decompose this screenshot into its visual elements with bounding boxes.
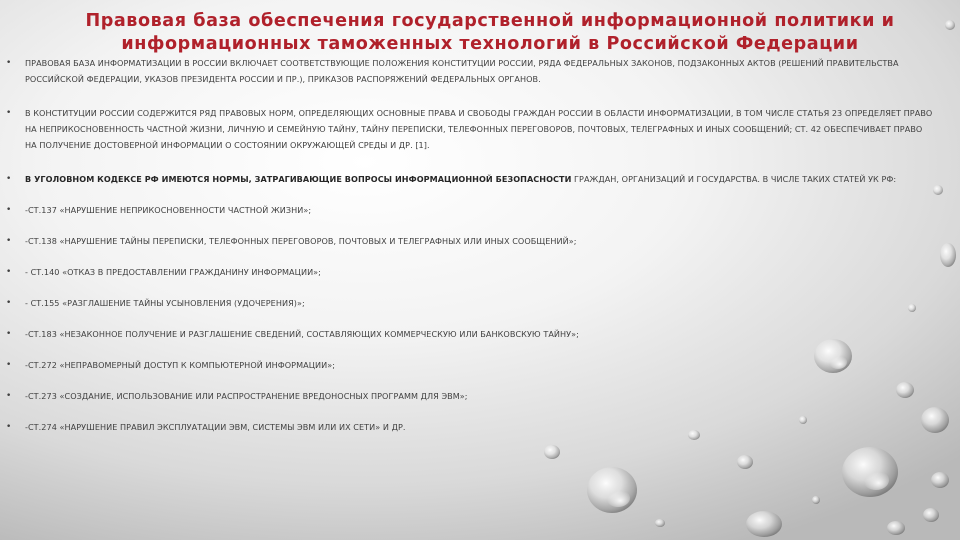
list-item-text: В КОНСТИТУЦИИ РОССИИ СОДЕРЖИТСЯ РЯД ПРАВОВЫХ НОРМ, ОПРЕДЕЛЯЮЩИХ ОСНОВНЫЕ ПРАВА И СВОБОДЫ ГРАЖДАН РОССИИ В ОБЛАСТИ ИНФОРМАТИЗАЦИИ, В ТОМ ЧИСЛЕ СТАТЬЯ 23 ОПРЕДЕЛЯЕТ ПРАВО НА НЕПРИКОСНОВЕННОСТЬ ЧАСТНОЙ ЖИЗНИ, ЛИЧНУЮ И СЕМЕЙНУЮ ТАЙНУ, ТАЙНУ ПЕРЕПИСКИ, ТЕЛЕФОННЫХ ПЕРЕГОВОРОВ, ПОЧТОВЫХ, ТЕЛЕГРАФНЫХ И ИНЫХ СООБЩЕНИЙ; СТ. 42 ОБЕСПЕЧИВАЕТ ПРАВО НА ПОЛУЧЕНИЕ ДОСТОВЕРНОЙ ИНФОРМАЦИИ О СОСТОЯНИИ ОКРУЖАЮЩЕЙ СРЕДЫ И ДР. [1]. — [25, 108, 933, 150]
list-item-text: ГРАЖДАН, ОРГАНИЗАЦИЙ И ГОСУДАРСТВА. В ЧИСЛЕ ТАКИХ СТАТЕЙ УК РФ: — [571, 174, 897, 184]
list-item — [0, 388, 935, 404]
water-drop — [544, 445, 560, 459]
list-item-bold-text: В УГОЛОВНОМ КОДЕКСЕ РФ ИМЕЮТСЯ НОРМЫ, ЗАТРАГИВАЮЩИЕ ВОПРОСЫ ИНФОРМАЦИОННОЙ БЕЗОПАСНОСТИ — [25, 174, 572, 184]
water-drop — [746, 511, 782, 537]
water-drop-highlight — [606, 489, 630, 507]
bullet-list — [0, 55, 935, 435]
list-item-text: -СТ.138 «НАРУШЕНИЕ ТАЙНЫ ПЕРЕПИСКИ, ТЕЛЕФОННЫХ ПЕРЕГОВОРОВ, ПОЧТОВЫХ И ТЕЛЕГРАФНЫХ ИЛИ ИНЫХ СООБЩЕНИЙ»; — [25, 236, 577, 246]
list-item — [0, 419, 935, 435]
bullet-icon: • — [6, 422, 12, 432]
bullet-icon: • — [6, 360, 12, 370]
list-item — [0, 233, 935, 249]
slide-title: Правовая база обеспечения государственной информационной политики и информационных таможенных технологий в Российской Федерации — [85, 11, 895, 54]
water-drop — [931, 472, 949, 488]
list-item — [0, 264, 935, 280]
bullet-icon: • — [6, 108, 12, 118]
water-drop — [940, 243, 956, 267]
list-item — [0, 55, 935, 87]
bullet-icon: • — [6, 391, 12, 401]
list-item-text: -СТ.273 «СОЗДАНИЕ, ИСПОЛЬЗОВАНИЕ ИЛИ РАСПРОСТРАНЕНИЕ ВРЕДОНОСНЫХ ПРОГРАММ ДЛЯ ЭВМ»; — [25, 391, 468, 401]
list-item-text: -СТ.137 «НАРУШЕНИЕ НЕПРИКОСНОВЕННОСТИ ЧАСТНОЙ ЖИЗНИ»; — [25, 205, 312, 215]
bullet-icon: • — [6, 205, 12, 215]
bullet-icon: • — [6, 298, 12, 308]
list-item — [0, 105, 935, 153]
list-item-text: -СТ.274 «НАРУШЕНИЕ ПРАВИЛ ЭКСПЛУАТАЦИИ ЭВМ, СИСТЕМЫ ЭВМ ИЛИ ИХ СЕТИ» И ДР. — [25, 422, 406, 432]
list-item-text: - СТ.140 «ОТКАЗ В ПРЕДОСТАВЛЕНИИ ГРАЖДАНИНУ ИНФОРМАЦИИ»; — [25, 267, 321, 277]
bullet-icon: • — [6, 236, 12, 246]
list-item — [0, 171, 935, 187]
water-drop — [812, 496, 820, 504]
list-item — [0, 326, 935, 342]
water-drop — [945, 20, 955, 30]
list-item-text: - СТ.155 «РАЗГЛАШЕНИЕ ТАЙНЫ УСЫНОВЛЕНИЯ (УДОЧЕРЕНИЯ)»; — [25, 298, 305, 308]
list-item — [0, 295, 935, 311]
water-drop — [737, 455, 753, 469]
water-drop-highlight — [863, 470, 889, 490]
list-item — [0, 357, 935, 373]
list-item — [0, 202, 935, 218]
list-item-text: -СТ.183 «НЕЗАКОННОЕ ПОЛУЧЕНИЕ И РАЗГЛАШЕНИЕ СВЕДЕНИЙ, СОСТАВЛЯЮЩИХ КОММЕРЧЕСКУЮ ИЛИ БАНКОВСКУЮ ТАЙНУ»; — [25, 329, 579, 339]
bullet-icon: • — [6, 58, 12, 68]
water-drop — [655, 519, 665, 527]
water-drop — [923, 508, 939, 522]
water-drop — [887, 521, 905, 535]
bullet-icon: • — [6, 267, 12, 277]
bullet-icon: • — [6, 329, 12, 339]
water-drop — [587, 467, 637, 513]
list-item-text: ПРАВОВАЯ БАЗА ИНФОРМАТИЗАЦИИ В РОССИИ ВКЛЮЧАЕТ СООТВЕТСТВУЮЩИЕ ПОЛОЖЕНИЯ КОНСТИТУЦИИ РОССИИ, РЯДА ФЕДЕРАЛЬНЫХ ЗАКОНОВ, ПОДЗАКОННЫХ АКТОВ (РЕШЕНИЙ ПРАВИТЕЛЬСТВА РОССИЙСКОЙ ФЕДЕРАЦИИ, УКАЗОВ ПРЕЗИДЕНТА РОССИИ И ПР.), ПРИКАЗОВ РАСПОРЯЖЕНИЙ ФЕДЕРАЛЬНЫХ ОРГАНОВ. — [25, 58, 899, 84]
bullet-icon: • — [6, 174, 12, 184]
list-item-text: -СТ.272 «НЕПРАВОМЕРНЫЙ ДОСТУП К КОМПЬЮТЕРНОЙ ИНФОРМАЦИИ»; — [25, 360, 336, 370]
